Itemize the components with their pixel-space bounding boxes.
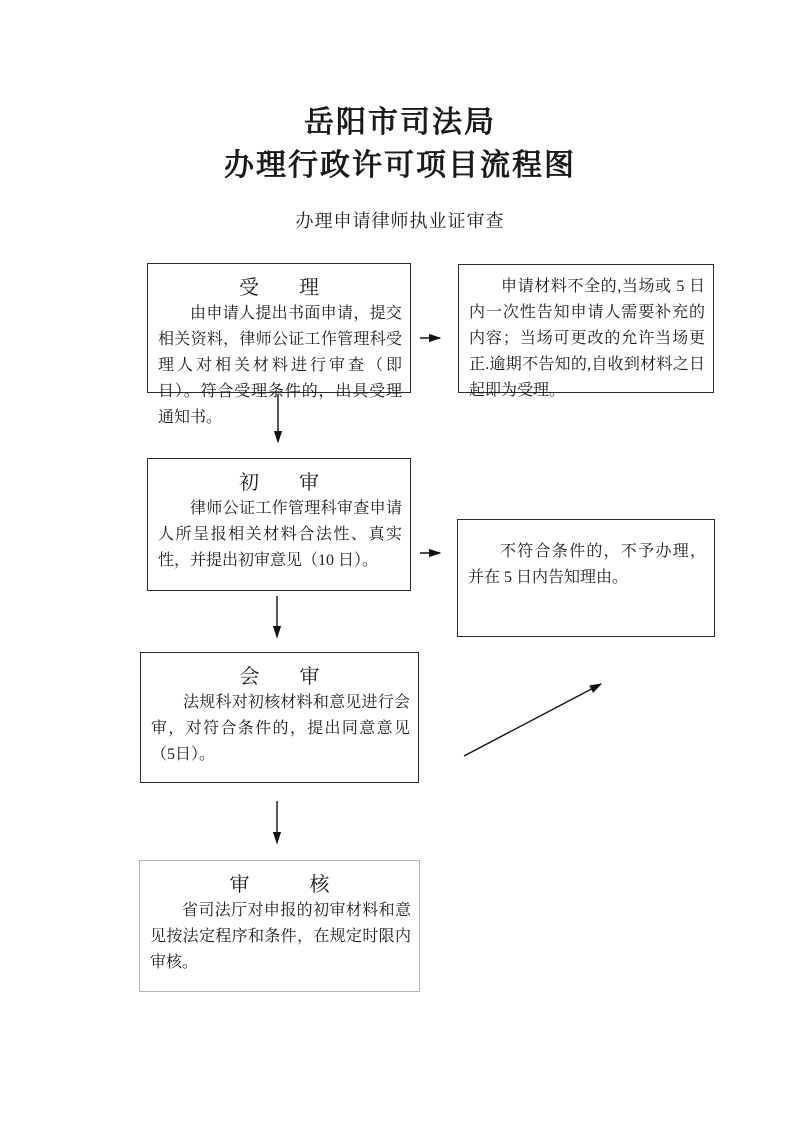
flow-box-final-review-body: 省司法厅对申报的初审材料和意见按法定程序和条件，在规定时限内审核。 xyxy=(150,902,411,971)
doc-subtitle: 办理申请律师执业证审查 xyxy=(295,211,505,231)
arrow-joint-diagonal-up-icon xyxy=(464,684,601,756)
flow-box-reject-note xyxy=(457,519,715,637)
flow-box-accept-note-body: 申请材料不全的,当场或 5 日内一次性告知申请人需要补充的内容；当场可更改的允许当场更正.逾期不告知的,自收到材料之日起即为受理。 xyxy=(469,278,705,399)
flow-box-accept-title: 受 理 xyxy=(239,277,319,299)
flow-box-accept-note xyxy=(458,264,714,399)
flow-box-final-review xyxy=(139,860,420,992)
doc-title-line1: 岳阳市司法局 xyxy=(304,106,496,139)
doc-title-line2: 办理行政许可项目流程图 xyxy=(224,149,576,182)
flow-box-joint-review xyxy=(140,652,419,783)
flow-box-joint-review-body: 法规科对初核材料和意见进行会审，对符合条件的，提出同意意见（5日）。 xyxy=(151,694,410,763)
flow-box-accept xyxy=(147,263,411,426)
flow-box-final-review-title: 审 核 xyxy=(229,874,330,896)
flow-box-initial-review-title: 初 审 xyxy=(239,472,319,494)
flow-box-accept-body: 由申请人提出书面申请，提交相关资料，律师公证工作管理科受理人对相关材料进行审查（即日）。符合受理条件的，出具受理通知书。 xyxy=(158,305,402,426)
flow-box-initial-review xyxy=(147,458,411,591)
flow-box-initial-review-body: 律师公证工作管理科审查申请人所呈报相关材料合法性、真实性，并提出初审意见（10 日）。 xyxy=(158,500,402,569)
flow-box-reject-note-body: 不符合条件的，不予办理，并在 5 日内告知理由。 xyxy=(468,543,706,586)
flow-box-joint-review-title: 会 审 xyxy=(239,666,320,688)
